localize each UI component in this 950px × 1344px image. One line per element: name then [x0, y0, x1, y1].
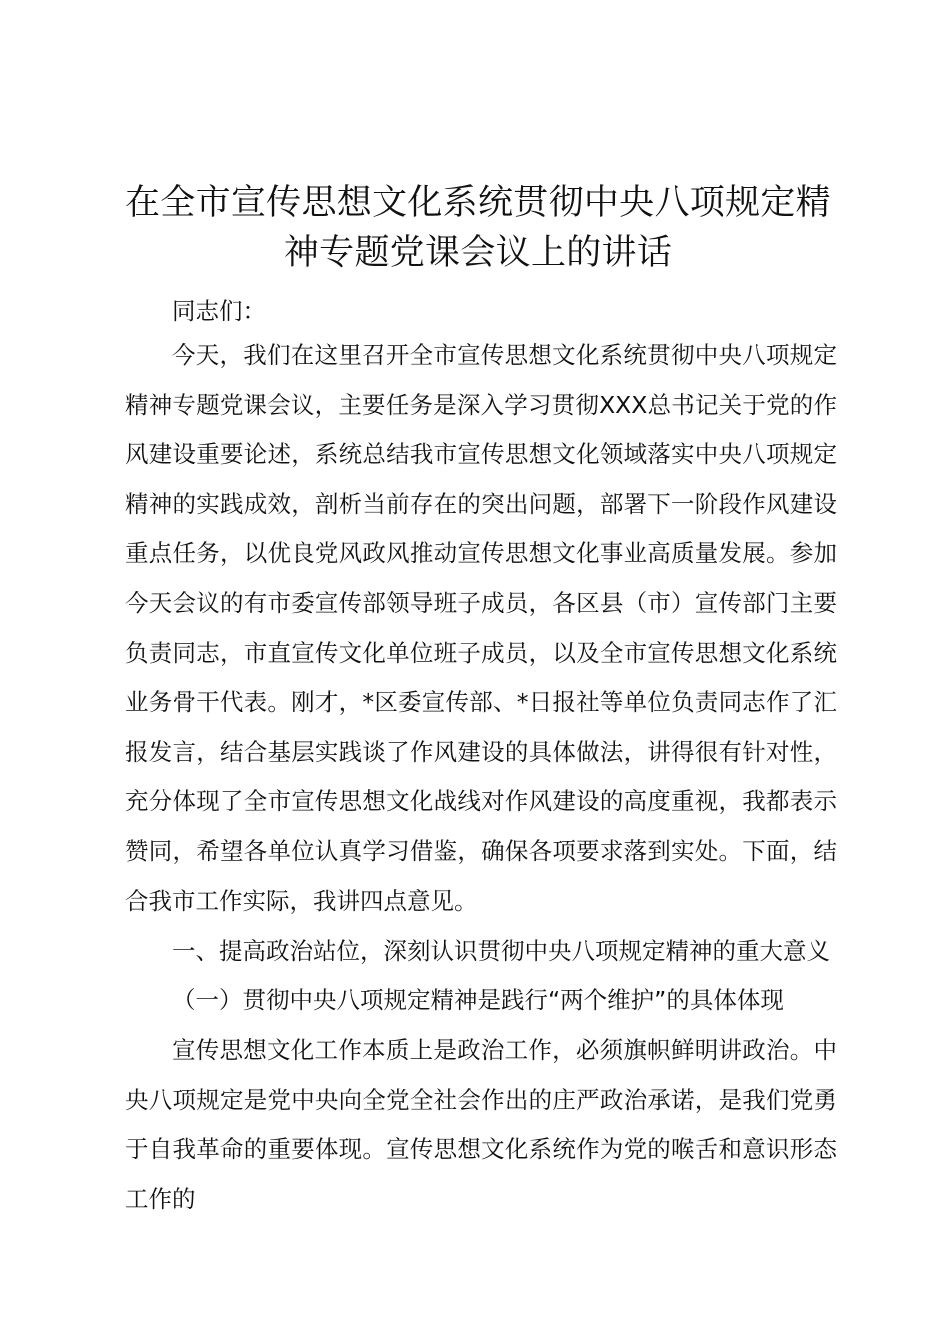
document-body [125, 287, 837, 337]
salutation: 同志们： [172, 297, 266, 325]
section-heading: 一、提高政治站位，深刻认识贯彻中央八项规定精神的重大意义 [172, 937, 830, 965]
closing-block [125, 1026, 837, 1224]
document-body-main [125, 331, 837, 926]
document-title: 在全市宣传思想文化系统贯彻中央八项规定精神专题党课会议上的讲话 [124, 183, 831, 273]
subsection-block [125, 976, 837, 1026]
subsection-heading: （一）贯彻中央八项规定精神是践行“两个维护”的具体体现 [172, 986, 784, 1014]
paragraph-closing: 宣传思想文化工作本质上是政治工作，必须旗帜鲜明讲政治。中央八项规定是党中央向全党全社会作出的庄严政治承诺，是我们党勇于自我革命的重要体现。宣传思想文化系统作为党的喉舌和意识形态工作的 [125, 1036, 837, 1213]
paragraph-opening: 今天，我们在这里召开全市宣传思想文化系统贯彻中央八项规定精神专题党课会议，主要任务是深入学习贯彻XXX总书记关于党的作风建设重要论述，系统总结我市宣传思想文化领域落实中央八项规定精神的实践成效，剖析当前存在的突出问题，部署下一阶段作风建设重点任务，以优良党风政风推动宣传思想文化事业高质量发展。参加今天会议的有市委宣传部领导班子成员，各区县（市）宣传部门主要负责同志，市直宣传文化单位班子成员，以及全市宣传思想文化系统业务骨干代表。刚才，*区委宣传部、*日报社等单位负责同志作了汇报发言，结合基层实践谈了作风建设的具体做法，讲得很有针对性，充分体现了全市宣传思想文化战线对作风建设的高度重视，我都表示赞同，希望各单位认真学习借鉴，确保各项要求落到实处。下面，结合我市工作实际，我讲四点意见。 [125, 341, 837, 915]
section-block [125, 927, 837, 977]
